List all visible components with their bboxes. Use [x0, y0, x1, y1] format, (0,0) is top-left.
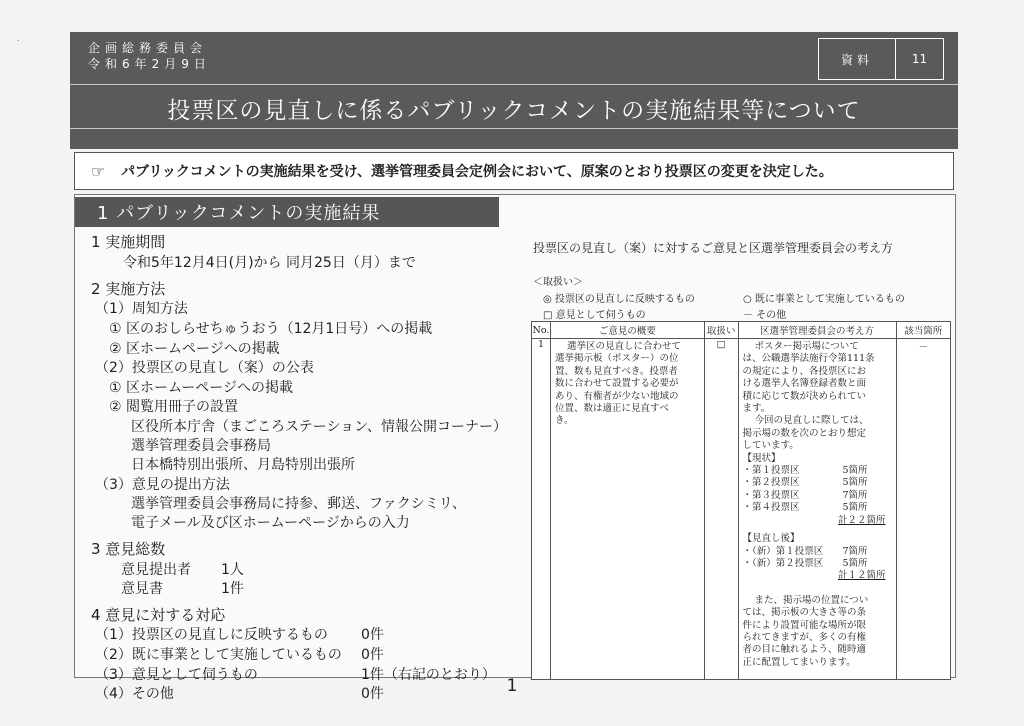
row-number: 1 — [532, 339, 551, 680]
board-count: 5箇所 — [842, 465, 868, 477]
divider — [70, 84, 958, 85]
document-page — [70, 28, 958, 702]
after-total: 計１２箇所 — [838, 570, 886, 582]
table-header-row — [532, 322, 951, 339]
view-line: 積に応じて数が決められてい — [742, 390, 867, 402]
legend-heading: ＜取扱い＞ — [533, 277, 583, 288]
period-value: 令和5年12月4日(月)から 同月25日（月）まで — [123, 255, 416, 271]
district-name: ・第１投票区 — [742, 465, 800, 477]
district-name: ・第３投票区 — [742, 489, 800, 501]
board-count: 5箇所 — [842, 557, 868, 569]
header-band — [70, 32, 958, 149]
method-subitem: ② 区ホームページへの掲載 — [109, 341, 280, 357]
district-name: ・（新）第１投票区 — [742, 545, 824, 557]
page-title: 投票区の見直しに係るパブリックコメントの実施結果等について — [167, 97, 861, 124]
method-item: （1）周知方法 — [95, 301, 188, 317]
summary-line: 位置、数は適正に見直すべ — [554, 403, 669, 415]
opinion-table-title: 投票区の見直し（案）に対するご意見と区選挙管理委員会の考え方 — [533, 241, 894, 255]
column-header: 区選挙管理委員会の考え方 — [738, 322, 896, 339]
response-count: 0件 — [361, 627, 384, 643]
view-line: ます。 — [742, 403, 771, 415]
view-line: 者の目に触れるよう、随時適 — [742, 644, 867, 656]
response-count: 0件 — [361, 647, 384, 663]
committee-view — [738, 339, 896, 680]
column-header: 取扱い — [704, 322, 738, 339]
column-header: ご意見の概要 — [550, 322, 704, 339]
divider — [70, 128, 958, 129]
relevant-section: － — [896, 339, 950, 680]
view-line: 件により設置可能な場所が限 — [742, 619, 867, 631]
summary-line: あり、有権者が少ない地域の — [554, 390, 679, 402]
view-line: 正に配置してまいります。 — [742, 656, 856, 668]
submission-line: 選挙管理委員会事務局に持参、郵送、ファクシミリ、 — [131, 496, 467, 512]
current-district-row — [743, 490, 892, 502]
pointing-hand-icon: ☞ — [90, 161, 106, 181]
opinion-table — [531, 321, 951, 680]
doc-label: 資料 — [819, 39, 896, 79]
view-line: ては、掲示板の大きさ等の条 — [742, 607, 867, 619]
view-line: の規定により、各投票区にお — [742, 365, 867, 377]
view-line: は、公職選挙法施行令第111条 — [742, 353, 875, 365]
corner-mark: ˙ — [16, 40, 21, 50]
view-line: また、掲示場の位置につい — [754, 594, 869, 606]
submitter-count: 1人 — [221, 562, 244, 578]
opinion-count: 1件 — [221, 581, 244, 597]
current-district-row — [743, 477, 892, 489]
board-count: 7箇所 — [842, 489, 868, 501]
page-number: 1 — [506, 676, 518, 696]
committee-name: 企画総務委員会 — [88, 41, 208, 55]
view-line: ポスター掲示場について — [754, 341, 859, 352]
legend-item: － その他 — [743, 310, 787, 321]
current-district-row — [743, 502, 892, 514]
current-total: 計２２箇所 — [838, 514, 886, 526]
view-line: られてきますが、多くの有権 — [742, 631, 867, 643]
board-count: 5箇所 — [842, 502, 868, 514]
notice-text: パブリックコメントの実施結果を受け、選挙管理委員会定例会において、原案のとおり投票区の変更を決定した。 — [121, 164, 833, 180]
decision-notice — [74, 152, 954, 190]
district-name: ・第４投票区 — [742, 502, 800, 514]
view-line: しています。 — [742, 440, 799, 452]
total-heading: 3 意見総数 — [91, 540, 166, 558]
view-line: 掲示場の数を次のとおり想定 — [742, 427, 867, 439]
opinion-summary — [550, 339, 704, 680]
section-heading: 1 パブリックコメントの実施結果 — [75, 197, 499, 227]
response-heading: 4 意見に対する対応 — [91, 606, 226, 624]
legend-item: ◎ 投票区の見直しに反映するもの — [543, 294, 695, 305]
method-heading: 2 実施方法 — [91, 280, 166, 298]
summary-line: 選挙掲示板（ポスター）の位 — [554, 353, 679, 365]
column-header: No. — [532, 322, 551, 339]
handling-mark: □ — [704, 339, 738, 680]
board-count: 5箇所 — [842, 477, 868, 489]
current-heading: 【現状】 — [742, 452, 781, 464]
legend-item: □ 意見として伺うもの — [543, 310, 646, 321]
header-meta — [88, 40, 211, 72]
response-count: 1件（右記のとおり） — [361, 667, 496, 683]
district-name: ・第２投票区 — [742, 477, 800, 489]
table-row — [532, 339, 951, 680]
opinion-label: 意見書 — [121, 581, 163, 597]
doc-number: 11 — [911, 52, 928, 66]
period-heading: 1 実施期間 — [91, 233, 166, 251]
location-line: 選挙管理委員会事務局 — [131, 438, 271, 454]
document-tag — [818, 38, 944, 80]
after-district-row — [743, 546, 892, 558]
summary-line: 数に合わせて設置する必要が — [554, 378, 679, 390]
response-label: （2）既に事業として実施しているもの — [95, 647, 342, 663]
after-heading: 【見直し後】 — [742, 533, 800, 545]
method-subitem: ① 区ホームーページへの掲載 — [109, 380, 294, 396]
content-box — [74, 194, 956, 702]
location-line: 区役所本庁舎（まごころステーション、情報公開コーナー） — [131, 419, 508, 435]
response-count: 0件 — [361, 686, 384, 702]
legend-item: ○ 既に事業として実施しているもの — [743, 294, 905, 305]
response-label: （4）その他 — [95, 686, 174, 702]
district-name: ・（新）第２投票区 — [742, 557, 824, 569]
summary-line: 置、数も見直すべき。投票者 — [554, 365, 678, 377]
view-line: 今回の見直しに際しては、 — [754, 415, 869, 427]
method-item: （3）意見の提出方法 — [95, 477, 230, 493]
submitter-label: 意見提出者 — [121, 562, 191, 578]
summary-line: 選挙区の見直しに合わせて — [566, 341, 681, 352]
after-district-row — [743, 558, 892, 570]
location-line: 日本橋特別出張所、月島特別出張所 — [131, 457, 355, 473]
summary-line: き。 — [554, 415, 574, 427]
method-subitem: ② 閲覧用冊子の設置 — [109, 399, 239, 415]
submission-line: 電子メール及び区ホームーページからの入力 — [131, 515, 410, 531]
response-label: （1）投票区の見直しに反映するもの — [95, 627, 328, 643]
current-district-row — [743, 465, 892, 477]
column-header: 該当箇所 — [896, 322, 950, 339]
method-subitem: ① 区のおしらせちゅうおう（12月1日号）への掲載 — [109, 321, 433, 337]
view-line: ける選挙人名簿登録者数と面 — [742, 378, 867, 390]
method-item: （2）投票区の見直し（案）の公表 — [95, 360, 314, 376]
response-label: （3）意見として伺うもの — [95, 667, 258, 683]
meeting-date: 令和6年2月9日 — [88, 57, 211, 71]
board-count: 7箇所 — [842, 545, 868, 557]
